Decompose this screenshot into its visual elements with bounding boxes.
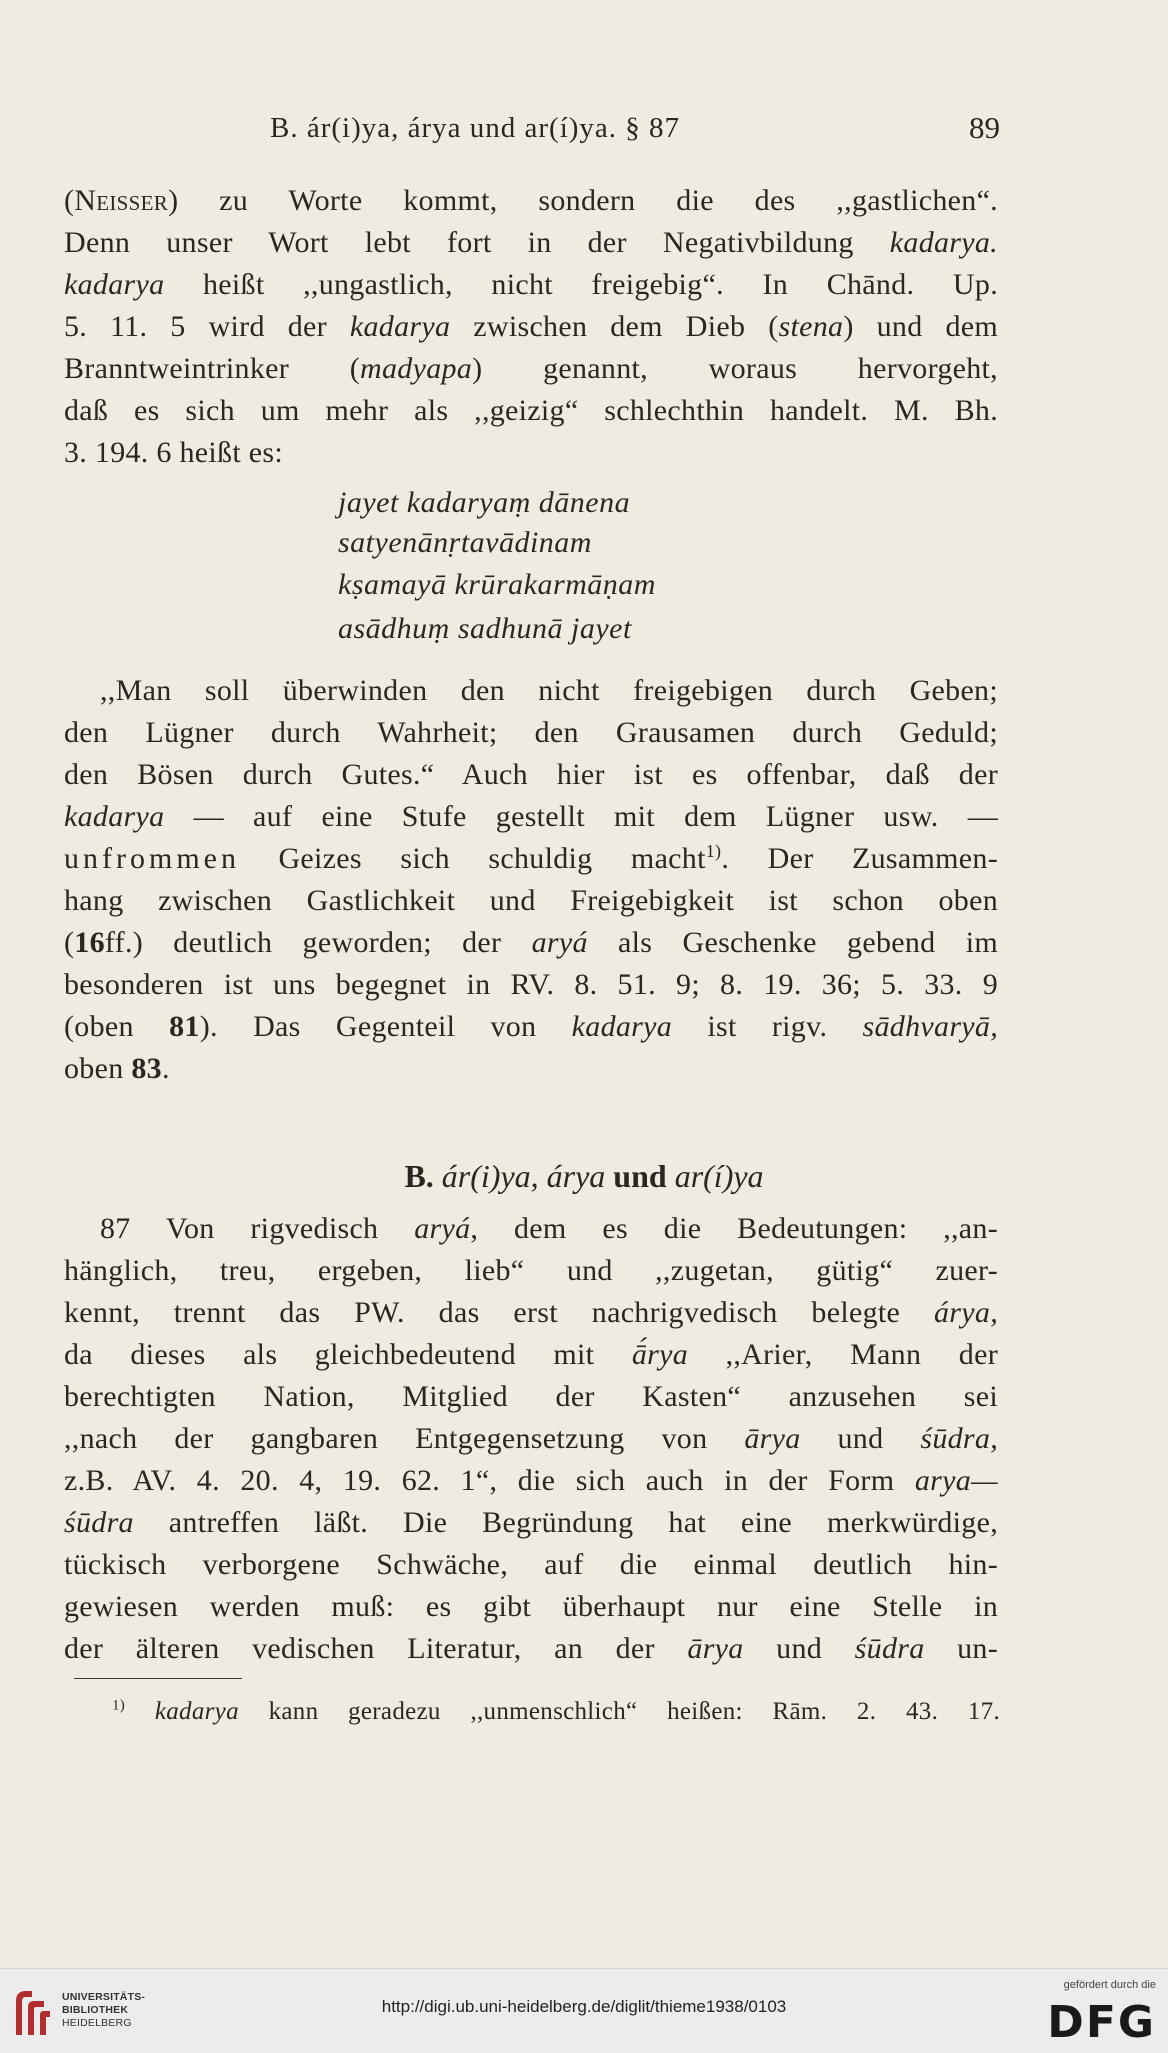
body-line: berechtigten Nation, Mitglied der Kasten“ anzusehen sei [64,1380,998,1413]
verse-line: asādhuṃ sadhunā jayet [338,612,632,645]
body-line: ,,nach der gangbaren Entgegensetzung von ārya und śūdra, [64,1422,998,1455]
page-number: 89 [969,110,1000,145]
body-line: oben 83. [64,1052,170,1085]
body-line: 87 Von rigvedisch aryá, dem es die Bedeutungen: ,,an- [100,1212,999,1245]
body-line: hang zwischen Gastlichkeit und Freigebigkeit ist schon oben [64,884,998,917]
body-line: śūdra antreffen läßt. Die Begründung hat eine merkwürdige, [64,1506,998,1539]
body-line: der älteren vedischen Literatur, an der ārya und śūdra un- [64,1632,998,1665]
verse-line: kṣamayā krūrakarmāṇam [338,568,656,601]
permalink-url[interactable]: http://digi.ub.uni-heidelberg.de/diglit/thieme1938/0103 [381,1997,787,2016]
body-line: (16ff.) deutlich geworden; der aryá als Geschenke gebend im [64,926,998,959]
body-line: kadarya heißt ,,ungastlich, nicht freigebig“. In Chānd. Up. [64,268,998,301]
verse-line: satyenānṛtavādinam [338,526,592,559]
body-line: (Neisser) zu Worte kommt, sondern die des ,,gastlichen“. [64,184,998,217]
body-line: 3. 194. 6 heißt es: [64,436,284,469]
body-line: hänglich, treu, ergeben, lieb“ und ,,zugetan, gütig“ zuer- [64,1254,998,1287]
verse-line: jayet kadaryaṃ dānena [338,486,631,519]
body-line: Branntweintrinker (madyapa) genannt, woraus hervorgeht, [64,352,998,385]
body-line: 5. 11. 5 wird der kadarya zwischen dem Dieb (stena) und dem [64,310,999,343]
footnote: $^{1)}$ kadarya kann geradezu ,,unmenschlich“ heißen: Rām. 2. 43. 17. [112,1697,1000,1725]
body-line: daß es sich um mehr als ,,geizig“ schlechthin handelt. M. Bh. [64,394,998,427]
body-line: den Lügner durch Wahrheit; den Grausamen durch Geduld; [64,716,998,749]
body-line: besonderen ist uns begegnet in RV. 8. 51. 9; 8. 19. 36; 5. 33. 9 [64,968,998,1001]
viewer-footer [0,1968,1168,2053]
body-line: unfrommen Geizes sich schuldig macht$^{1)}$. Der Zusammen- [64,841,999,875]
body-line: kadarya — auf eine Stufe gestellt mit dem Lügner usw. — [64,800,998,833]
body-line: da dieses als gleichbedeutend mit ā́rya ,,Arier, Mann der [64,1338,998,1371]
body-line: (oben 81). Das Gegenteil von kadarya ist rigv. sādhvaryā, [64,1010,999,1043]
body-line: gewiesen werden muß: es gibt überhaupt nur eine Stelle in [64,1590,998,1623]
running-head: B. ár(i)ya, árya und ar(í)ya. § 87 [270,112,681,144]
body-line: kennt, trennt das PW. das erst nachrigvedisch belegte árya, [64,1296,998,1329]
body-line: tückisch verborgene Schwäche, auf die einmal deutlich hin- [64,1548,998,1581]
body-line: den Bösen durch Gutes.“ Auch hier ist es offenbar, daß der [64,758,998,791]
dfg-logo-icon[interactable]: DFG [1047,1997,1156,2048]
university-library-name: UNIVERSITÄTS- BIBLIOTHEK HEIDELBERG [62,1991,146,2029]
body-line: z.B. AV. 4. 20. 4, 19. 62. 1“, die sich auch in der Form arya— [64,1464,998,1497]
body-line: Denn unser Wort lebt fort in der Negativbildung kadarya. [64,226,998,259]
sponsor-caption: gefördert durch die [1063,1979,1156,1991]
body-line: ,,Man soll überwinden den nicht freigebigen durch Geben; [100,674,998,707]
section-heading: B. ár(i)ya, árya und ar(í)ya [404,1158,764,1194]
footnote-rule [74,1678,242,1679]
